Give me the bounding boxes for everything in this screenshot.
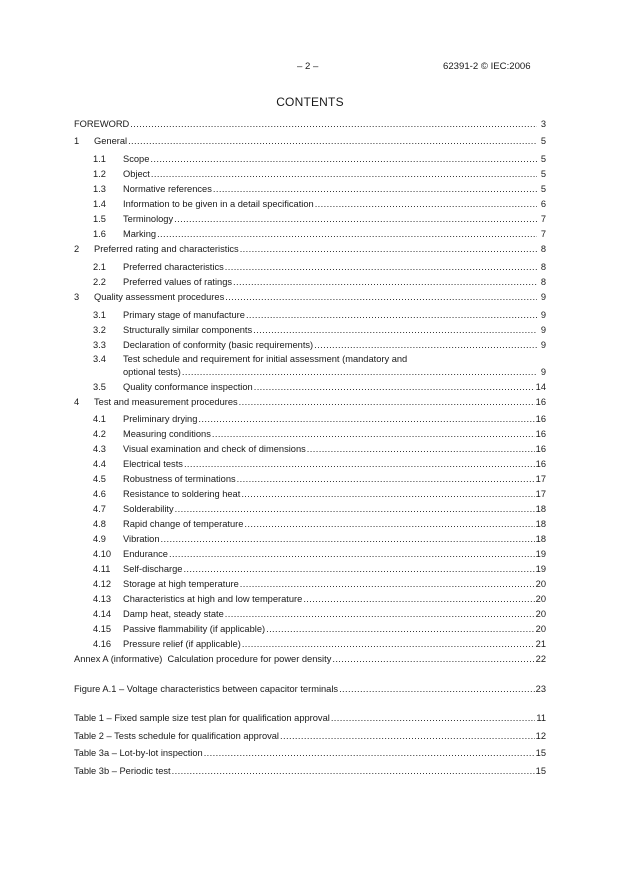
toc-subsection[interactable] [93, 443, 546, 456]
toc-section[interactable] [74, 396, 546, 409]
toc-subsection-number: 4.8 [93, 519, 106, 529]
toc-leader [303, 593, 534, 606]
toc-page-number: 16 [535, 444, 546, 454]
toc-page-number: 9 [540, 310, 546, 320]
toc-page-number: 7 [540, 214, 546, 224]
toc-subsection-title: Robustness of terminations [123, 474, 236, 484]
toc-subsection-number: 1.6 [93, 229, 106, 239]
toc-page-number: 5 [540, 184, 546, 194]
toc-page-number: 18 [535, 519, 546, 529]
toc-subsection-number: 3.3 [93, 340, 106, 350]
toc-entry-text: FOREWORD [74, 119, 130, 129]
toc-subsection-number: 3.1 [93, 310, 106, 320]
toc-subsection[interactable] [93, 381, 546, 394]
toc-page-number: 12 [535, 731, 546, 741]
toc-leader [332, 653, 534, 666]
toc-subsection[interactable] [93, 228, 546, 241]
toc-leader [254, 381, 535, 394]
toc-subsection-continuation[interactable] [123, 366, 546, 379]
toc-page-number: 15 [535, 766, 546, 776]
toc-page-number: 8 [540, 244, 546, 254]
toc-subsection-number: 4.6 [93, 489, 106, 499]
toc-subsection[interactable] [93, 473, 546, 486]
toc-leader [157, 228, 537, 241]
toc-leader [237, 473, 535, 486]
toc-page-number: 15 [535, 748, 546, 758]
toc-subsection-title: Preferred characteristics [123, 262, 224, 272]
toc-subsection-number: 4.15 [93, 624, 112, 634]
toc-leader [339, 683, 535, 696]
toc-subsection-title: Pressure relief (if applicable) [123, 639, 241, 649]
toc-page-number: 5 [540, 154, 546, 164]
toc-subsection[interactable] [93, 198, 546, 211]
standard-reference: 62391-2 © IEC:2006 [443, 61, 531, 72]
toc-subsection[interactable] [93, 488, 546, 501]
toc-leader [242, 638, 535, 651]
toc-subsection-title: Passive flammability (if applicable) [123, 624, 266, 634]
toc-subsection-title: Test schedule and requirement for initial assessment (mandatory and [123, 354, 408, 364]
toc-entry-text: Table 3a – Lot-by-lot inspection [74, 748, 203, 758]
page-number-header: – 2 – [297, 61, 319, 72]
toc-subsection[interactable] [93, 324, 546, 337]
toc-section-title: Preferred rating and characteristics [94, 244, 239, 254]
toc-subsection-number: 4.7 [93, 504, 106, 514]
toc-leader [266, 623, 535, 636]
toc-subsection-number: 4.5 [93, 474, 106, 484]
toc-subsection-number: 4.12 [93, 579, 112, 589]
toc-subsection-title: Storage at high temperature [123, 579, 239, 589]
toc-section-number: 3 [74, 292, 80, 302]
toc-leader [128, 135, 537, 148]
toc-page-number: 9 [540, 340, 546, 350]
toc-entry-text: Table 3b – Periodic test [74, 766, 171, 776]
toc-page-number: 20 [535, 579, 546, 589]
toc-subsection-title: Preliminary drying [123, 414, 198, 424]
toc-subsection-number: 1.3 [93, 184, 106, 194]
toc-subsection-title-continued: optional tests) [123, 367, 181, 377]
toc-subsection[interactable] [93, 548, 546, 561]
toc-section-number: 2 [74, 244, 80, 254]
toc-subsection-number: 3.5 [93, 382, 106, 392]
toc-page-number: 14 [535, 382, 546, 392]
toc-section-number: 1 [74, 136, 80, 146]
toc-page-number: 16 [535, 414, 546, 424]
toc-page-number: 16 [535, 459, 546, 469]
toc-leader [183, 563, 534, 576]
toc-page-number: 17 [535, 474, 546, 484]
toc-section-title: Quality assessment procedures [94, 292, 225, 302]
toc-subsection-title: Terminology [123, 214, 174, 224]
toc-leader [184, 458, 535, 471]
toc-subsection-number: 4.13 [93, 594, 112, 604]
toc-subsection-number: 3.4 [93, 354, 106, 364]
toc-entry-text: Figure A.1 – Voltage characteristics between capacitor terminals [74, 684, 339, 694]
toc-subsection-title: Marking [123, 229, 157, 239]
toc-section[interactable] [74, 135, 546, 148]
toc-leader [182, 366, 537, 379]
toc-section[interactable] [74, 243, 546, 256]
toc-page-number: 11 [536, 713, 546, 723]
toc-leader [225, 608, 535, 621]
toc-subsection[interactable] [93, 638, 546, 651]
toc-leader [172, 765, 535, 778]
toc-subsection-number: 4.4 [93, 459, 106, 469]
toc-page-number: 23 [535, 684, 546, 694]
toc-page-number: 18 [535, 504, 546, 514]
toc-subsection-number: 1.2 [93, 169, 106, 179]
toc-entry-table[interactable] [74, 765, 546, 778]
toc-page-number: 9 [540, 325, 546, 335]
toc-subsection-number: 2.2 [93, 277, 106, 287]
toc-leader [240, 243, 537, 256]
toc-subsection-number: 4.10 [93, 549, 112, 559]
toc-leader [315, 198, 537, 211]
toc-subsection-number: 1.1 [93, 154, 106, 164]
toc-page-number: 20 [535, 594, 546, 604]
toc-leader [198, 413, 534, 426]
toc-leader [150, 153, 537, 166]
toc-subsection-title: Information to be given in a detail specification [123, 199, 314, 209]
page-title: CONTENTS [276, 95, 344, 109]
toc-entry-figure[interactable] [74, 683, 546, 696]
toc-subsection[interactable] [93, 623, 546, 636]
toc-subsection[interactable] [93, 608, 546, 621]
toc-page-number: 5 [540, 169, 546, 179]
toc-page-number: 9 [540, 367, 546, 377]
toc-subsection[interactable] [93, 261, 546, 274]
toc-subsection[interactable] [93, 533, 546, 546]
toc-subsection-title: Visual examination and check of dimensions [123, 444, 306, 454]
toc-subsection[interactable] [93, 276, 546, 289]
toc-entry-text: Table 1 – Fixed sample size test plan for qualification approval [74, 713, 330, 723]
toc-subsection-title: Resistance to soldering heat [123, 489, 241, 499]
toc-subsection-number: 4.16 [93, 639, 112, 649]
toc-subsection-title: Object [123, 169, 150, 179]
toc-entry-annex-a[interactable] [74, 653, 546, 666]
toc-section-number: 4 [74, 397, 80, 407]
toc-subsection-title: Solderability [123, 504, 174, 514]
toc-leader [225, 291, 537, 304]
toc-subsection[interactable] [93, 309, 546, 322]
toc-leader [174, 213, 537, 226]
toc-leader [175, 503, 535, 516]
toc-subsection[interactable] [93, 503, 546, 516]
toc-leader [240, 578, 535, 591]
toc-leader [307, 443, 535, 456]
toc-subsection[interactable] [93, 458, 546, 471]
toc-leader [130, 118, 537, 131]
toc-subsection-title: Endurance [123, 549, 168, 559]
toc-subsection[interactable] [93, 563, 546, 576]
toc-page-number: 7 [540, 229, 546, 239]
toc-page-number: 22 [535, 654, 546, 664]
toc-entry-text: Table 2 – Tests schedule for qualification approval [74, 731, 280, 741]
toc-subsection[interactable] [93, 518, 546, 531]
toc-page-number: 16 [535, 429, 546, 439]
toc-subsection-title: Scope [123, 154, 150, 164]
toc-leader [161, 533, 535, 546]
toc-subsection-title: Characteristics at high and low temperature [123, 594, 303, 604]
toc-subsection[interactable] [93, 339, 546, 352]
toc-page-number: 20 [535, 609, 546, 619]
toc-leader [241, 488, 534, 501]
toc-page-number: 17 [535, 489, 546, 499]
toc-subsection-title: Preferred values of ratings [123, 277, 233, 287]
toc-subsection-number: 4.3 [93, 444, 106, 454]
toc-subsection-title: Electrical tests [123, 459, 183, 469]
toc-entry-foreword[interactable] [74, 118, 546, 131]
toc-page-number: 21 [535, 639, 546, 649]
toc-subsection[interactable] [93, 353, 546, 366]
toc-subsection[interactable] [93, 213, 546, 226]
toc-subsection[interactable] [93, 428, 546, 441]
toc-leader [239, 396, 535, 409]
toc-leader [331, 712, 536, 725]
toc-leader [213, 183, 537, 196]
toc-subsection-title: Rapid change of temperature [123, 519, 244, 529]
toc-subsection-title: Vibration [123, 534, 160, 544]
toc-leader [280, 730, 535, 743]
toc-subsection-title: Primary stage of manufacture [123, 310, 245, 320]
toc-subsection-number: 1.5 [93, 214, 106, 224]
toc-entry-table[interactable] [74, 730, 546, 743]
toc-subsection[interactable] [93, 413, 546, 426]
toc-page-number: 18 [535, 534, 546, 544]
toc-section-title: Test and measurement procedures [94, 397, 238, 407]
toc-page-number: 8 [540, 262, 546, 272]
toc-subsection-number: 4.2 [93, 429, 106, 439]
toc-subsection-title: Self-discharge [123, 564, 183, 574]
toc-page-number: 16 [535, 397, 546, 407]
toc-page-number: 3 [540, 119, 546, 129]
toc-subsection[interactable] [93, 168, 546, 181]
toc-subsection[interactable] [93, 593, 546, 606]
toc-subsection[interactable] [93, 578, 546, 591]
toc-entry-text: Annex A (informative) Calculation procedure for power density [74, 654, 332, 664]
toc-leader [169, 548, 535, 561]
toc-subsection-number: 4.11 [93, 564, 111, 574]
toc-section-title: General [94, 136, 128, 146]
toc-leader [314, 339, 537, 352]
toc-subsection-number: 4.14 [93, 609, 112, 619]
toc-subsection-title: Declaration of conformity (basic requirements) [123, 340, 314, 350]
toc-subsection-number: 3.2 [93, 325, 106, 335]
toc-page-number: 9 [540, 292, 546, 302]
toc-page-number: 19 [535, 549, 546, 559]
toc-subsection-number: 2.1 [93, 262, 106, 272]
toc-page-number: 19 [535, 564, 546, 574]
toc-page-number: 8 [540, 277, 546, 287]
toc-entry-table[interactable] [74, 712, 546, 725]
toc-subsection-number: 4.1 [93, 414, 106, 424]
toc-page-number: 20 [535, 624, 546, 634]
toc-entry-table[interactable] [74, 747, 546, 760]
toc-leader [246, 309, 537, 322]
toc-leader [253, 324, 537, 337]
toc-leader [151, 168, 537, 181]
toc-subsection[interactable] [93, 153, 546, 166]
toc-subsection[interactable] [93, 183, 546, 196]
toc-page-number: 6 [540, 199, 546, 209]
toc-leader [204, 747, 535, 760]
toc-subsection-title: Structurally similar components [123, 325, 253, 335]
toc-page-number: 5 [540, 136, 546, 146]
toc-subsection-title: Damp heat, steady state [123, 609, 224, 619]
toc-subsection-number: 4.9 [93, 534, 106, 544]
toc-subsection-title: Measuring conditions [123, 429, 211, 439]
toc-subsection-number: 1.4 [93, 199, 106, 209]
toc-subsection-title: Quality conformance inspection [123, 382, 253, 392]
toc-section[interactable] [74, 291, 546, 304]
toc-leader [244, 518, 534, 531]
toc-leader [225, 261, 537, 274]
toc-leader [233, 276, 537, 289]
toc-subsection-title: Normative references [123, 184, 212, 194]
toc-leader [212, 428, 535, 441]
